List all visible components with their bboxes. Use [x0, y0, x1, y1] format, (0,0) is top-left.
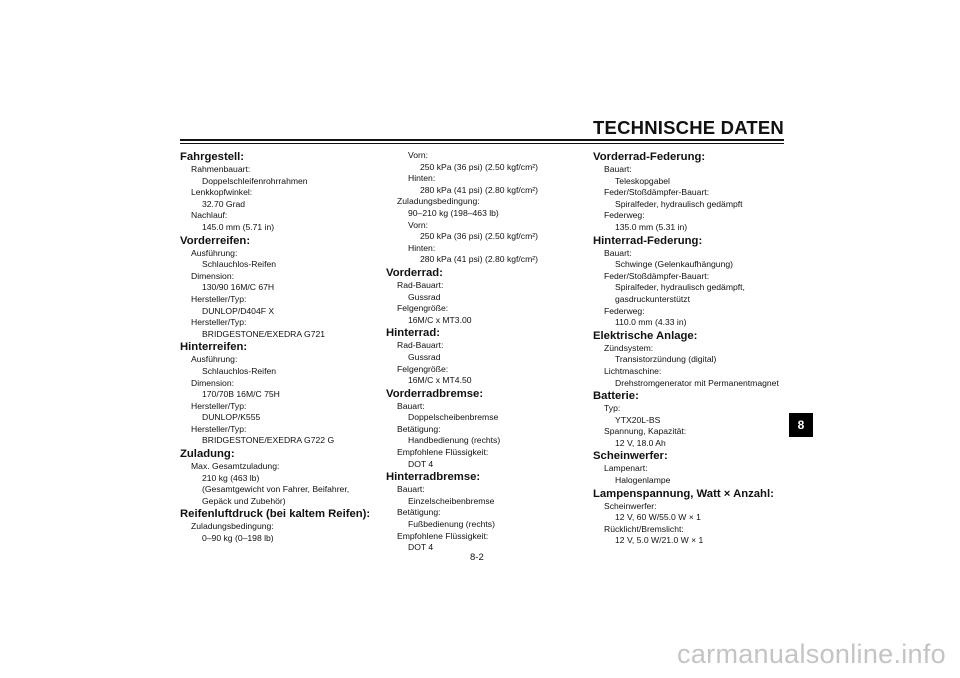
section-heading: Elektrische Anlage:: [593, 329, 698, 342]
spec-label: Zuladungsbedingung:: [191, 521, 274, 532]
spec-value: Vorn:: [408, 150, 429, 160]
spec-label: Nachlauf:: [191, 210, 228, 221]
spec-subvalue: 280 kPa (41 psi) (2.80 kgf/cm²): [420, 254, 538, 265]
spec-value: BRIDGESTONE/EXEDRA G721: [202, 328, 326, 339]
spec-label: Hersteller/Typ:: [191, 293, 247, 304]
spec-value: Fußbedienung (rechts): [408, 519, 495, 530]
section-heading: Vorderrad-Federung:: [593, 151, 706, 163]
spec-value: 130/90 16M/C 67H: [202, 282, 275, 293]
section-heading: Vorderradbremse:: [386, 387, 484, 400]
spec-value: 110.0 mm (4.33 in): [615, 317, 687, 328]
spec-label: Ausführung:: [191, 247, 238, 258]
spec-value: Teleskopgabel: [615, 175, 670, 186]
spec-label: Federweg:: [604, 305, 645, 316]
spec-value: Spiralfeder, hydraulisch gedämpft,: [615, 282, 745, 293]
spec-value: Gussrad: [408, 351, 441, 362]
spec-label: Feder/Stoßdämpfer-Bauart:: [604, 187, 710, 198]
spec-label: Empfohlene Flüssigkeit:: [397, 530, 489, 541]
spec-label: Max. Gesamtzuladung:: [191, 461, 280, 472]
spec-value: 12 V, 5.0 W/21.0 W × 1: [615, 535, 704, 546]
spec-value: (Gesamtgewicht von Fahrer, Beifahrer,: [202, 484, 350, 495]
spec-label: Rad-Bauart:: [397, 279, 444, 290]
spec-column-2: [386, 150, 586, 554]
section-heading: Reifenluftdruck (bei kaltem Reifen):: [180, 508, 371, 521]
section-heading: Hinterrad-Federung:: [593, 234, 703, 247]
section-heading: Hinterradbremse:: [386, 471, 481, 484]
section-heading: Scheinwerfer:: [593, 450, 668, 463]
spec-value: Gussrad: [408, 291, 441, 302]
spec-value: 135.0 mm (5.31 in): [615, 221, 688, 232]
spec-value: Transistorzündung (digital): [615, 354, 717, 365]
spec-label: Lenkkopfwinkel:: [191, 187, 253, 198]
spec-value: Doppelscheibenbremse: [408, 412, 499, 423]
spec-label: Dimension:: [191, 377, 234, 388]
spec-label: Felgengröße:: [397, 363, 449, 374]
spec-value: DUNLOP/K555: [202, 412, 261, 423]
spec-value: Handbedienung (rechts): [408, 435, 501, 446]
section-heading: Fahrgestell:: [180, 151, 245, 163]
spec-value: YTX20L-BS: [615, 414, 661, 425]
spec-value: Hinten:: [408, 242, 436, 253]
section-heading: Zuladung:: [180, 448, 235, 461]
header-rule-thick: [180, 139, 784, 141]
spec-label: Lichtmaschine:: [604, 365, 662, 376]
spec-label: Feder/Stoßdämpfer-Bauart:: [604, 270, 710, 281]
header-rule-thin: [180, 143, 784, 144]
spec-value: DOT 4: [408, 542, 434, 553]
spec-label: Bauart:: [604, 247, 632, 258]
spec-label: Hersteller/Typ:: [191, 317, 247, 328]
spec-value: Einzelscheibenbremse: [408, 495, 495, 506]
spec-value: Gepäck und Zubehör): [202, 495, 286, 506]
spec-value: 170/70B 16M/C 75H: [202, 389, 280, 400]
spec-label: Dimension:: [191, 270, 234, 281]
spec-label: Rad-Bauart:: [397, 340, 444, 351]
spec-value: 12 V, 18.0 Ah: [615, 437, 666, 448]
spec-label: Empfohlene Flüssigkeit:: [397, 447, 489, 458]
spec-value: 0–90 kg (0–198 lb): [202, 533, 274, 544]
section-heading: Hinterreifen:: [180, 341, 248, 354]
chapter-tab: 8: [789, 413, 813, 437]
spec-value: Doppelschleifenrohrrahmen: [202, 175, 308, 186]
spec-label: Hersteller/Typ:: [191, 423, 247, 434]
spec-label: Bauart:: [604, 164, 632, 174]
spec-value: Schwinge (Gelenkaufhängung): [615, 259, 734, 270]
spec-label: Bauart:: [397, 400, 425, 411]
spec-column-1: [180, 150, 380, 545]
spec-label: Zündsystem:: [604, 342, 654, 353]
spec-label: Betätigung:: [397, 507, 441, 518]
spec-label: Rahmenbauart:: [191, 164, 251, 174]
spec-label: Hersteller/Typ:: [191, 400, 247, 411]
section-heading: Lampenspannung, Watt × Anzahl:: [593, 487, 774, 500]
spec-value: Vorn:: [408, 219, 429, 230]
spec-column-3: [593, 150, 793, 547]
spec-label: Bauart:: [397, 484, 425, 495]
spec-subvalue: 280 kPa (41 psi) (2.80 kgf/cm²): [420, 184, 538, 195]
spec-label: Rücklicht/Bremslicht:: [604, 523, 684, 534]
spec-label: Lampenart:: [604, 463, 648, 474]
spec-value: Schlauchlos-Reifen: [202, 259, 277, 270]
spec-value: 145.0 mm (5.71 in): [202, 221, 275, 232]
spec-label: Typ:: [604, 403, 621, 414]
section-heading: Hinterrad:: [386, 327, 440, 340]
spec-value: 90–210 kg (198–463 lb): [408, 207, 499, 218]
page-number: 8-2: [470, 552, 484, 563]
spec-value: Spiralfeder, hydraulisch gedämpft: [615, 198, 743, 209]
spec-value: BRIDGESTONE/EXEDRA G722 G: [202, 435, 335, 446]
spec-subvalue: 250 kPa (36 psi) (2.50 kgf/cm²): [420, 231, 538, 242]
section-heading: Vorderreifen:: [180, 234, 251, 247]
spec-label: Felgengröße:: [397, 303, 449, 314]
spec-value: Halogenlampe: [615, 475, 671, 486]
spec-value: Schlauchlos-Reifen: [202, 365, 277, 376]
spec-value: DUNLOP/D404F X: [202, 305, 275, 316]
spec-label: Federweg:: [604, 210, 645, 221]
spec-value: DOT 4: [408, 458, 434, 469]
spec-label: Spannung, Kapazität:: [604, 426, 687, 437]
spec-value: Hinten:: [408, 173, 436, 184]
spec-value: 16M/C x MT3.00: [408, 314, 472, 325]
spec-label: Scheinwerfer:: [604, 500, 657, 511]
spec-value: Drehstromgenerator mit Permanentmagnet: [615, 377, 779, 388]
watermark: carmanualsonline.info: [677, 639, 946, 669]
spec-value: gasdruckunterstützt: [615, 293, 690, 304]
section-heading: Batterie:: [593, 390, 639, 403]
page-title: TECHNISCHE DATEN: [593, 117, 784, 138]
spec-label: Zuladungsbedingung:: [397, 196, 480, 207]
section-heading: Vorderrad:: [386, 266, 443, 279]
spec-subvalue: 250 kPa (36 psi) (2.50 kgf/cm²): [420, 161, 538, 172]
spec-value: 12 V, 60 W/55.0 W × 1: [615, 512, 701, 523]
spec-value: 210 kg (463 lb): [202, 472, 260, 483]
spec-value: 16M/C x MT4.50: [408, 375, 472, 386]
spec-label: Betätigung:: [397, 423, 441, 434]
spec-value: 32.70 Grad: [202, 198, 245, 209]
spec-label: Ausführung:: [191, 354, 238, 365]
